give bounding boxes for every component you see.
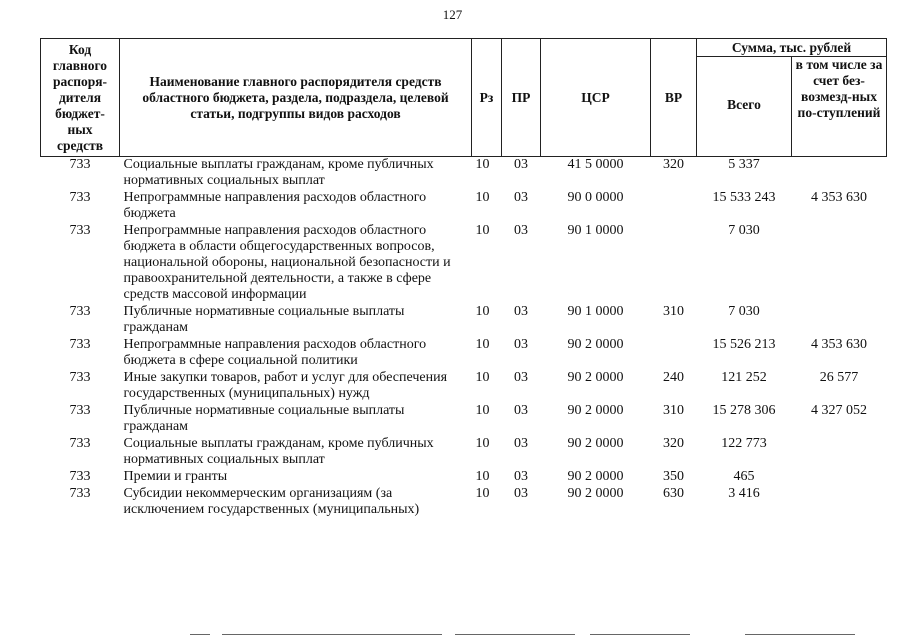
cell-pr: 03 [514, 223, 528, 238]
cell-code: 733 [69, 337, 91, 352]
cell-code: 733 [69, 190, 91, 205]
cell-rz: 10 [475, 223, 490, 238]
cell-pr: 03 [514, 370, 528, 385]
table-row [41, 337, 887, 370]
cell-csr: 90 2 0000 [567, 436, 624, 451]
cell-code: 733 [69, 403, 91, 418]
header-csr: ЦСР [541, 39, 651, 157]
cell-rz: 10 [475, 370, 490, 385]
cell-csr: 90 0 0000 [567, 190, 624, 205]
cell-name: Публичные нормативные социальные выплаты гражданам [123, 304, 405, 335]
cell-csr: 90 2 0000 [567, 486, 624, 501]
cell-name: Публичные нормативные социальные выплаты гражданам [123, 403, 405, 434]
cell-name: Социальные выплаты гражданам, кроме публичных нормативных социальных выплат [123, 436, 434, 467]
cell-free: 4 327 052 [811, 403, 867, 418]
cell-vr [651, 190, 697, 223]
cell-free: 4 353 630 [811, 190, 867, 205]
cell-name: Непрограммные направления расходов областного бюджета в области общегосударственных вопросов, национальной обороны, национальной безопасности и правоохранительной деятельности, а также в сфере средств массовой информации [123, 223, 451, 302]
header-total: Всего [697, 57, 792, 157]
cell-rz: 10 [475, 469, 490, 484]
cell-pr: 03 [514, 469, 528, 484]
page-number: 127 [442, 7, 463, 22]
cell-free [792, 304, 887, 337]
cell-total: 15 533 243 [712, 190, 776, 205]
cell-vr: 310 [663, 304, 684, 319]
cell-rz: 10 [475, 436, 490, 451]
cell-total: 7 030 [728, 304, 760, 319]
cell-total: 122 773 [721, 436, 767, 451]
table-body [41, 157, 887, 520]
header-rz: Рз [472, 39, 502, 157]
table-row [41, 370, 887, 403]
header-sum: Сумма, тыс. рублей [697, 39, 887, 57]
budget-table [40, 38, 887, 519]
footer-rule-lines [0, 634, 905, 636]
cell-pr: 03 [514, 190, 528, 205]
header-code: Код главного распоря-дителя бюджет-ных средств [41, 39, 120, 157]
cell-free [792, 157, 887, 191]
cell-csr: 90 2 0000 [567, 469, 624, 484]
cell-vr: 240 [663, 370, 684, 385]
header-free: в том числе за счет без-возмезд-ных по-ступлений [792, 57, 887, 157]
cell-csr: 90 2 0000 [567, 370, 624, 385]
cell-code: 733 [69, 370, 91, 385]
table-row [41, 436, 887, 469]
cell-name: Субсидии некоммерческим организациям (за исключением государственных (муниципальных) [123, 486, 420, 517]
cell-vr: 320 [663, 436, 684, 451]
cell-free: 26 577 [819, 370, 859, 385]
table-row [41, 403, 887, 436]
table-row [41, 304, 887, 337]
table-row [41, 486, 887, 519]
cell-pr: 03 [514, 486, 528, 501]
cell-pr: 03 [514, 304, 528, 319]
cell-code: 733 [69, 157, 91, 172]
cell-code: 733 [69, 469, 91, 484]
cell-rz: 10 [475, 190, 490, 205]
cell-vr [651, 223, 697, 304]
cell-pr: 03 [514, 436, 528, 451]
cell-total: 121 252 [721, 370, 767, 385]
header-name: Наименование главного распорядителя средств областного бюджета, раздела, подраздела, целевой статьи, подгруппы видов расходов [120, 39, 472, 157]
cell-code: 733 [69, 304, 91, 319]
cell-csr: 90 2 0000 [567, 337, 624, 352]
cell-code: 733 [69, 486, 91, 501]
cell-pr: 03 [514, 337, 528, 352]
cell-name: Иные закупки товаров, работ и услуг для обеспечения государственных (муниципальных) нужд [123, 370, 448, 401]
cell-vr: 630 [663, 486, 684, 501]
cell-rz: 10 [475, 486, 490, 501]
cell-total: 3 416 [728, 486, 760, 501]
cell-total: 15 526 213 [712, 337, 776, 352]
cell-free [792, 223, 887, 304]
cell-free: 4 353 630 [811, 337, 867, 352]
header-pr: ПР [502, 39, 541, 157]
header-vr: ВР [651, 39, 697, 157]
cell-code: 733 [69, 223, 91, 238]
cell-pr: 03 [514, 157, 528, 172]
cell-name: Социальные выплаты гражданам, кроме публичных нормативных социальных выплат [123, 157, 434, 188]
cell-vr [651, 337, 697, 370]
cell-name: Непрограммные направления расходов областного бюджета в сфере социальной политики [123, 337, 427, 368]
cell-csr: 90 1 0000 [567, 304, 624, 319]
cell-free [792, 436, 887, 469]
cell-total: 465 [733, 469, 755, 484]
table-row [41, 223, 887, 304]
cell-rz: 10 [475, 304, 490, 319]
table-row [41, 157, 887, 191]
cell-free [792, 486, 887, 519]
table-header [41, 39, 887, 157]
cell-csr: 90 1 0000 [567, 223, 624, 238]
cell-rz: 10 [475, 157, 490, 172]
cell-pr: 03 [514, 403, 528, 418]
cell-name: Непрограммные направления расходов областного бюджета [123, 190, 427, 221]
cell-total: 7 030 [728, 223, 760, 238]
cell-csr: 41 5 0000 [567, 157, 624, 172]
cell-csr: 90 2 0000 [567, 403, 624, 418]
cell-rz: 10 [475, 337, 490, 352]
cell-total: 5 337 [728, 157, 760, 172]
table-row [41, 469, 887, 486]
cell-vr: 320 [663, 157, 684, 172]
cell-vr: 350 [663, 469, 684, 484]
cell-rz: 10 [475, 403, 490, 418]
table-row [41, 190, 887, 223]
cell-vr: 310 [663, 403, 684, 418]
cell-total: 15 278 306 [712, 403, 776, 418]
cell-free [792, 469, 887, 486]
cell-code: 733 [69, 436, 91, 451]
cell-name: Премии и гранты [123, 469, 228, 484]
